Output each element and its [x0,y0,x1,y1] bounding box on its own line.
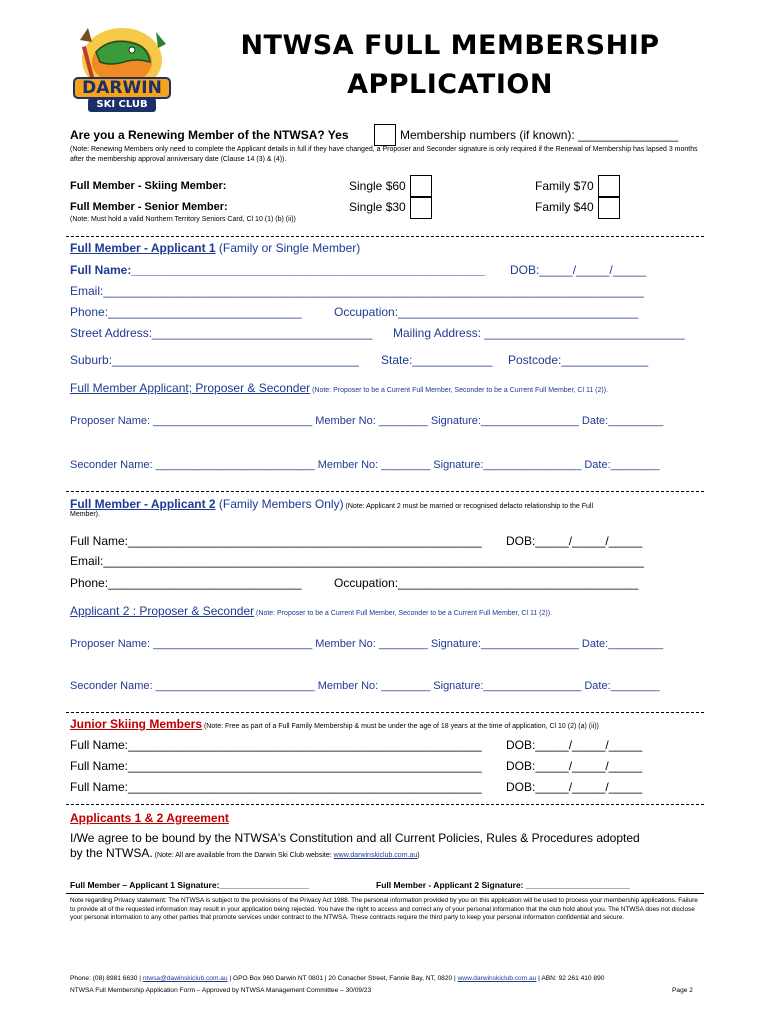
agreement-note: (Note: All are available from the Darwin Ski Club website: [152,852,334,859]
applicant2-ps-note: (Note: Proposer to be a Current Full Member, Seconder to be a Current Full Member, Cl 11 (2)). [254,610,552,617]
applicant1-signature-field[interactable]: Full Member – Applicant 1 Signature:___________________ [70,880,310,890]
applicant2-ps-heading [70,604,552,618]
divider [66,804,704,805]
page-title-line2: APPLICATION [347,69,553,100]
junior-name-field[interactable]: Full Name:_____________________________________________________ [70,738,482,752]
applicant2-seconder-row[interactable]: Seconder Name: __________________________ Member No: ________ Signature:________________ Date:________ [70,680,660,692]
junior-title: Junior Skiing Members [70,717,203,731]
applicant1-mailing-field[interactable]: Mailing Address: ______________________________ [393,326,685,340]
applicant1-email-field[interactable]: Email:_________________________________________________________________________________ [70,284,644,298]
applicant2-note: (Note: Applicant 2 must be married or recognised defacto relationship to the Full [343,503,594,510]
applicant2-full-name-field[interactable]: Full Name:_____________________________________________________ [70,534,482,548]
applicant2-proposer-row[interactable]: Proposer Name: __________________________ Member No: ________ Signature:________________ Date:_________ [70,638,664,650]
junior-dob-field[interactable]: DOB:_____/_____/_____ [506,738,643,752]
family-70-label: Family $70 [535,179,594,193]
footer-contact [70,975,604,982]
renewing-yes-checkbox[interactable] [374,124,396,146]
applicant1-street-field[interactable]: Street Address:_________________________________ [70,326,373,340]
single-60-checkbox[interactable] [410,175,432,197]
website-link[interactable]: www.darwinskiclub.com.au [333,852,418,859]
junior-heading [70,717,599,731]
applicant1-title: Full Member - Applicant 1 [70,241,216,255]
applicant1-ps-title: Full Member Applicant; Proposer & Seconder [70,381,311,395]
applicant2-title: Full Member - Applicant 2 [70,497,216,511]
footer-website-link[interactable]: www.darwinskiclub.com.au [457,975,537,982]
applicant1-suburb-field[interactable]: Suburb:_____________________________________ [70,353,359,367]
applicant1-postcode-field[interactable]: Postcode:_____________ [508,353,649,367]
page-number: Page 2 [672,987,693,994]
footer-contact-end: | ABN: 92 261 410 890 [536,975,605,982]
page-title-line1: NTWSA FULL MEMBERSHIP [240,30,660,61]
applicant1-dob-field[interactable]: DOB:_____/_____/_____ [510,263,647,277]
footer-email-link[interactable]: ntwsa@dawinskiclub.com.au [142,975,228,982]
applicant1-proposer-row[interactable]: Proposer Name: __________________________ Member No: ________ Signature:________________ Date:_________ [70,415,664,427]
family-40-checkbox[interactable] [598,197,620,219]
applicant1-full-name-field[interactable]: Full Name:_____________________________________________________ [70,263,486,277]
junior-note: (Note: Free as part of a Full Family Membership & must be under the age of 18 years at the time of application, Cl 10 (2) (a) (ii)) [202,723,599,730]
divider [66,236,704,237]
applicant2-subtitle: (Family Members Only) [215,497,344,511]
agreement-text-line2 [70,846,420,860]
applicant2-heading [70,497,593,511]
single-60-label: Single $60 [349,179,406,193]
applicant1-ps-note: (Note: Proposer to be a Current Full Member, Seconder to be a Current Full Member, Cl 11 (2)). [310,387,609,394]
family-40-label: Family $40 [535,200,594,214]
applicant1-seconder-row[interactable]: Seconder Name: __________________________ Member No: ________ Signature:________________ Date:________ [70,459,660,471]
agreement-line2: by the NTWSA. [70,846,153,860]
family-70-checkbox[interactable] [598,175,620,197]
junior-dob-field[interactable]: DOB:_____/_____/_____ [506,759,643,773]
applicant1-ps-heading [70,381,608,395]
renewing-note: (Note: Renewing Members only need to complete the Applicant details in full if they have changed, a Proposer and Seconder signature is only required if the Renewal of Membership has lapsed 3 months after the membership approval anniversary date (Clause 14 (3) & (4)). [70,146,698,163]
applicant2-email-field[interactable]: Email:_________________________________________________________________________________ [70,554,644,568]
applicant2-occupation-field[interactable]: Occupation:____________________________________ [334,576,639,590]
applicant1-phone-field[interactable]: Phone:_____________________________ [70,305,302,319]
junior-dob-field[interactable]: DOB:_____/_____/_____ [506,780,643,794]
footer-form-line: NTWSA Full Membership Application Form – Approved by NTWSA Management Committee – 30/09/23 [70,987,372,994]
divider [66,491,704,492]
renewing-question: Are you a Renewing Member of the NTWSA? Yes [70,128,349,142]
junior-name-field[interactable]: Full Name:_____________________________________________________ [70,759,482,773]
privacy-statement: Note regarding Privacy statement: The NTWSA is subject to the provisions of the Privacy Act 1988. The personal information provided by you on this application will be used to process your membership applications. Failure to provide all of the requested information may result in your application being rejected. You have the right to access and correct any of your personal information that the club hold about you. The NTWSA does not disclose your personal information to any other parties that promote services under contract to the NTWSA. These contracts require the third party to keep your personal information confidential and secure. [70,897,698,921]
senior-member-label: Full Member - Senior Member: [70,201,228,213]
membership-numbers-field[interactable]: Membership numbers (if known): _______________ [400,128,679,142]
agreement-note-end: ) [417,852,420,859]
senior-note: (Note: Must hold a valid Northern Territory Seniors Card, Cl 10 (1) (b) (ii)) [70,216,296,223]
logo-text-darwin: DARWIN [82,78,162,98]
footer-contact-start: Phone: (08) 8981 6630 | [70,975,143,982]
agreement-heading: Applicants 1 & 2 Agreement [70,811,229,825]
single-30-label: Single $30 [349,200,406,214]
single-30-checkbox[interactable] [410,197,432,219]
applicant2-phone-field[interactable]: Phone:_____________________________ [70,576,302,590]
applicant1-heading [70,241,360,255]
logo-text-ski-club: SKI CLUB [96,99,148,110]
divider [66,712,704,713]
applicant2-ps-title: Applicant 2 : Proposer & Seconder [70,604,255,618]
agreement-text-line1: I/We agree to be bound by the NTWSA's Constitution and all Current Policies, Rules & Procedures adopted [70,831,640,845]
footer-contact-mid: | GPO Box 960 Darwin NT 0801 | 20 Conacher Street, Fannie Bay, NT, 0820 | [227,975,458,982]
signature-divider [66,893,704,894]
darwin-ski-club-logo [66,22,178,118]
applicant1-subtitle: (Family or Single Member) [215,241,361,255]
applicant2-dob-field[interactable]: DOB:_____/_____/_____ [506,534,643,548]
applicant2-signature-field[interactable]: Full Member - Applicant 2 Signature: ______________________ [376,880,630,890]
junior-name-field[interactable]: Full Name:_____________________________________________________ [70,780,482,794]
applicant1-state-field[interactable]: State:____________ [381,353,493,367]
skiing-member-label: Full Member - Skiing Member: [70,180,227,192]
applicant2-note-end: Member). [70,511,100,518]
applicant1-occupation-field[interactable]: Occupation:____________________________________ [334,305,639,319]
